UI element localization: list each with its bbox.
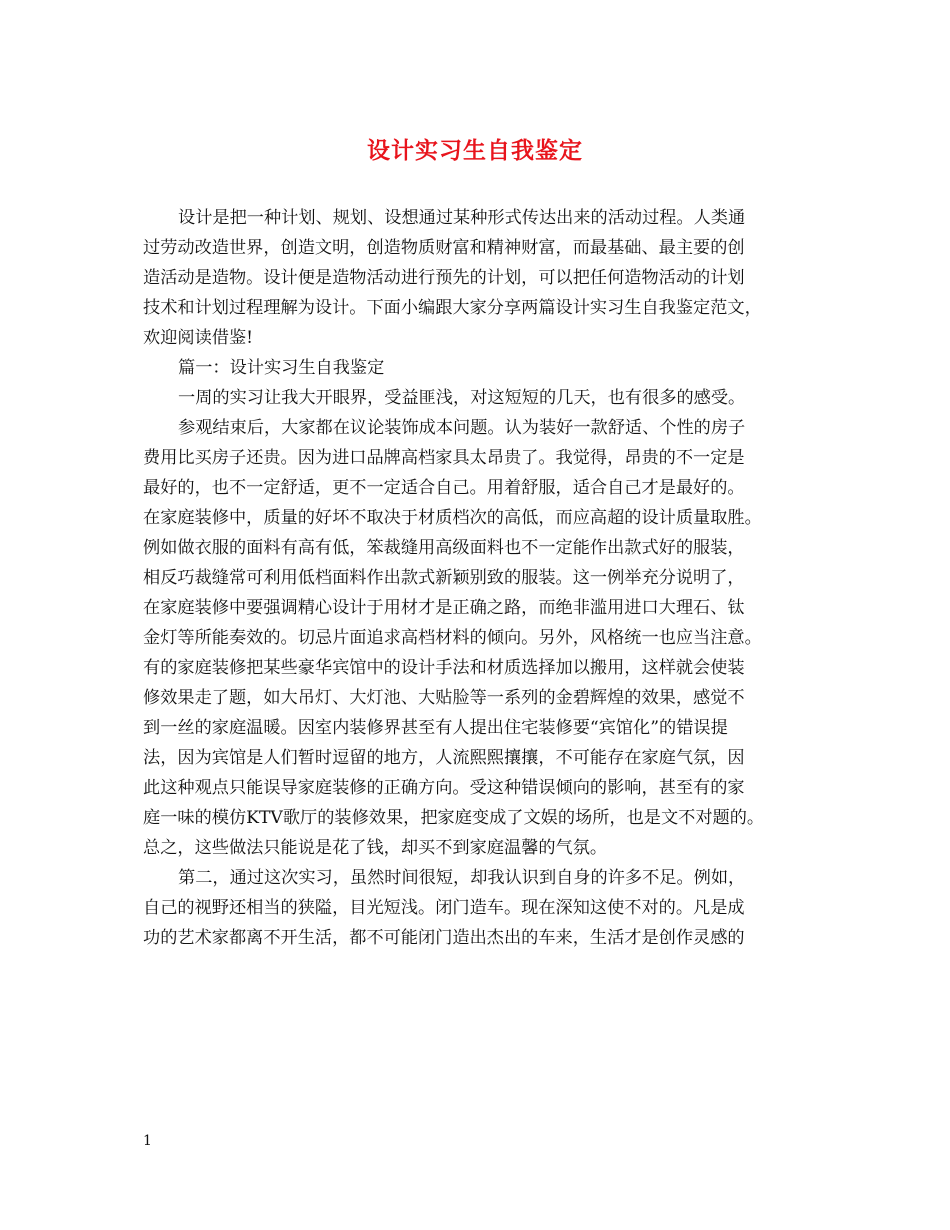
text-line: 相反巧裁缝常可利用低档面料作出款式新颖别致的服装。这一例举充分说明了， [143,568,745,588]
text-line: 例如做衣服的面料有高有低，笨裁缝用高级面料也不一定能作出款式好的服装， [143,538,745,558]
text-line: 到一丝的家庭温暖。因室内装修界甚至有人提出住宅装修要“宾馆化”的错误提 [143,718,728,738]
text-line: 过劳动改造世界，创造文明，创造物质财富和精神财富，而最基础、最主要的创 [143,238,745,258]
text-line: 总之，这些做法只能说是花了钱，却买不到家庭温馨的气氛。 [143,838,608,858]
text-line: 第二，通过这次实习，虽然时间很短，却我认识到自身的许多不足。例如， [178,868,746,888]
text-line: 在家庭装修中，质量的好坏不取决于材质档次的高低，而应高超的设计质量取胜。 [143,508,762,528]
text-line: 功的艺术家都离不开生活，都不可能闭门造出杰出的车来，生活才是创作灵感的 [143,928,745,948]
text-line: 庭一味的模仿KTV歌厅的装修效果，把家庭变成了文娱的场所，也是文不对题的。 [143,808,765,828]
text-line: 技术和计划过程理解为设计。下面小编跟大家分享两篇设计实习生自我鉴定范文， [143,298,762,318]
text-line: 参观结束后，大家都在议论装饰成本问题。认为装好一款舒适、个性的房子 [178,418,746,438]
text-line: 造活动是造物。设计便是造物活动进行预先的计划，可以把任何造物活动的计划 [143,268,745,288]
text-line: 此这种观点只能误导家庭装修的正确方向。受这种错误倾向的影响，甚至有的家 [143,778,745,798]
text-line: 法，因为宾馆是人们暂时逗留的地方，人流熙熙攘攘，不可能存在家庭气氛，因 [143,748,745,768]
document-title: 设计实习生自我鉴定 [367,137,583,164]
text-line: 设计是把一种计划、规划、设想通过某种形式传达出来的活动过程。人类通 [178,208,746,228]
text-line: 在家庭装修中要强调精心设计于用材才是正确之路，而绝非滥用进口大理石、钛 [143,598,745,618]
text-line: 一周的实习让我大开眼界，受益匪浅，对这短短的几天，也有很多的感受。 [178,388,746,408]
document-body [143,203,816,953]
text-line: 修效果走了题，如大吊灯、大灯池、大贴脸等一系列的金碧辉煌的效果，感觉不 [143,688,745,708]
text-line: 金灯等所能奏效的。切忌片面追求高档材料的倾向。另外，风格统一也应当注意。 [143,628,762,648]
text-line: 自己的视野还相当的狭隘，目光短浅。闭门造车。现在深知这使不对的。凡是成 [143,898,745,918]
text-line: 欢迎阅读借鉴! [143,328,254,348]
text-line: 有的家庭装修把某些豪华宾馆中的设计手法和材质选择加以搬用，这样就会使装 [143,658,745,678]
text-line: 篇一：设计实习生自我鉴定 [178,358,385,378]
text-line: 最好的，也不一定舒适，更不一定适合自己。用着舒服，适合自己才是最好的。 [143,478,745,498]
page-number: 1 [143,1133,152,1149]
text-line: 费用比买房子还贵。因为进口品牌高档家具太昂贵了。我觉得，昂贵的不一定是 [143,448,745,468]
